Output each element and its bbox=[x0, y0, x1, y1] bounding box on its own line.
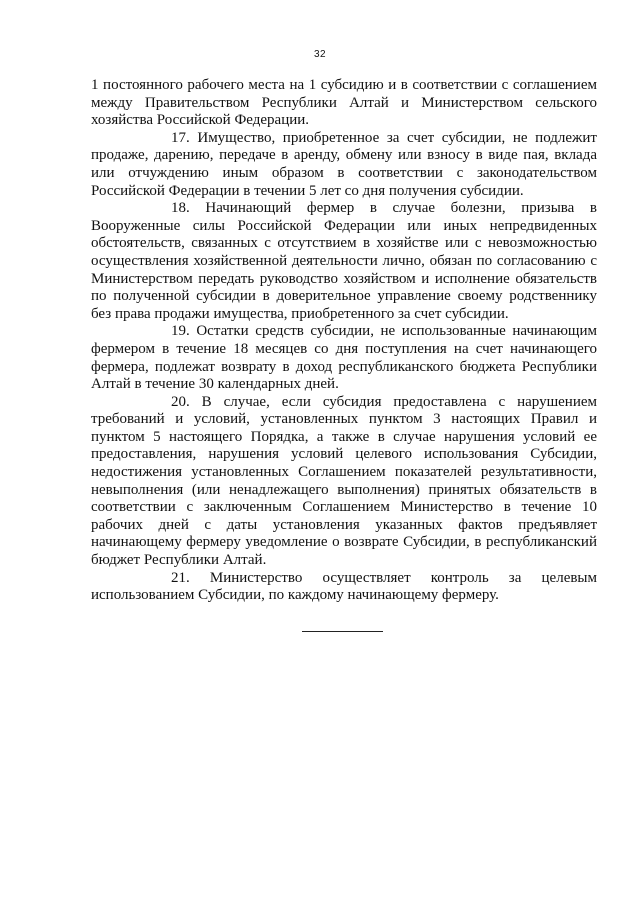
paragraph-18 bbox=[91, 200, 597, 323]
paragraph-text: 1 постоянного рабочего места на 1 субсидию и в соответствии с соглашением между Правительством Республики Алтай и Министерством сельского хозяйства Российской Федерации. bbox=[91, 77, 597, 129]
paragraph-text: Министерство осуществляет контроль за целевым использованием Субсидии, по каждому начинающему фермеру. bbox=[91, 569, 598, 604]
paragraph-21 bbox=[91, 570, 597, 605]
paragraph-number: 21. bbox=[171, 569, 190, 586]
paragraph-text: Имущество, приобретенное за счет субсидии, не подлежит продаже, дарению, передаче в аренду, обмену или взносу в виде пая, вклада или отчуждению иным образом в соответствии с законодательством Российской Федерации в течении 5 лет со дня получения субсидии. bbox=[91, 129, 597, 199]
document-body bbox=[91, 77, 597, 605]
paragraph-17 bbox=[91, 130, 597, 200]
paragraph-continuation bbox=[91, 77, 597, 130]
paragraph-number: 17. bbox=[171, 129, 190, 146]
end-of-document-rule bbox=[302, 631, 383, 632]
paragraph-number: 20. bbox=[171, 393, 190, 410]
paragraph-text: Остатки средств субсидии, не использованные начинающим фермером в течение 18 месяцев со дня поступления на счет начинающего фермера, подлежат возврату в доход республиканского бюджета Республики Алтай в течение 30 календарных дней. bbox=[91, 323, 598, 393]
paragraph-text: В случае, если субсидия предоставлена с нарушением требований и условий, установленных пунктом 3 настоящих Правил и пунктом 5 настоящего Порядка, а также в случае нарушения условий ее предоставления, нарушения условий целевого использования Субсидии, недостижения установленных Соглашением показателей результативности, невыполнения (или ненадлежащего выполнения) принятых обязательств в соответствии с заключенным Соглашением Министерство в течение 10 рабочих дней с даты установления указанных фактов предъявляет начинающему фермеру уведомление о возврате Субсидии, в республиканский бюджет Республики Алтай. bbox=[91, 393, 597, 569]
paragraph-number: 18. bbox=[171, 200, 190, 217]
paragraph-number: 19. bbox=[171, 323, 190, 340]
paragraph-20 bbox=[91, 394, 597, 570]
page-number: 32 bbox=[313, 49, 327, 60]
paragraph-19 bbox=[91, 323, 597, 393]
paragraph-text: Начинающий фермер в случае болезни, призыва в Вооруженные силы Российской Федерации или иных непредвиденных обстоятельств, связанных с отсутствием в хозяйстве или с невозможностью осуществления хозяйственной деятельности лично, обязан по согласованию с Министерством передать руководство хозяйством и исполнение обязательств по полученной субсидии в доверительное управление своему родственнику без права продажи имущества, приобретенного за счет субсидии. bbox=[91, 200, 598, 322]
